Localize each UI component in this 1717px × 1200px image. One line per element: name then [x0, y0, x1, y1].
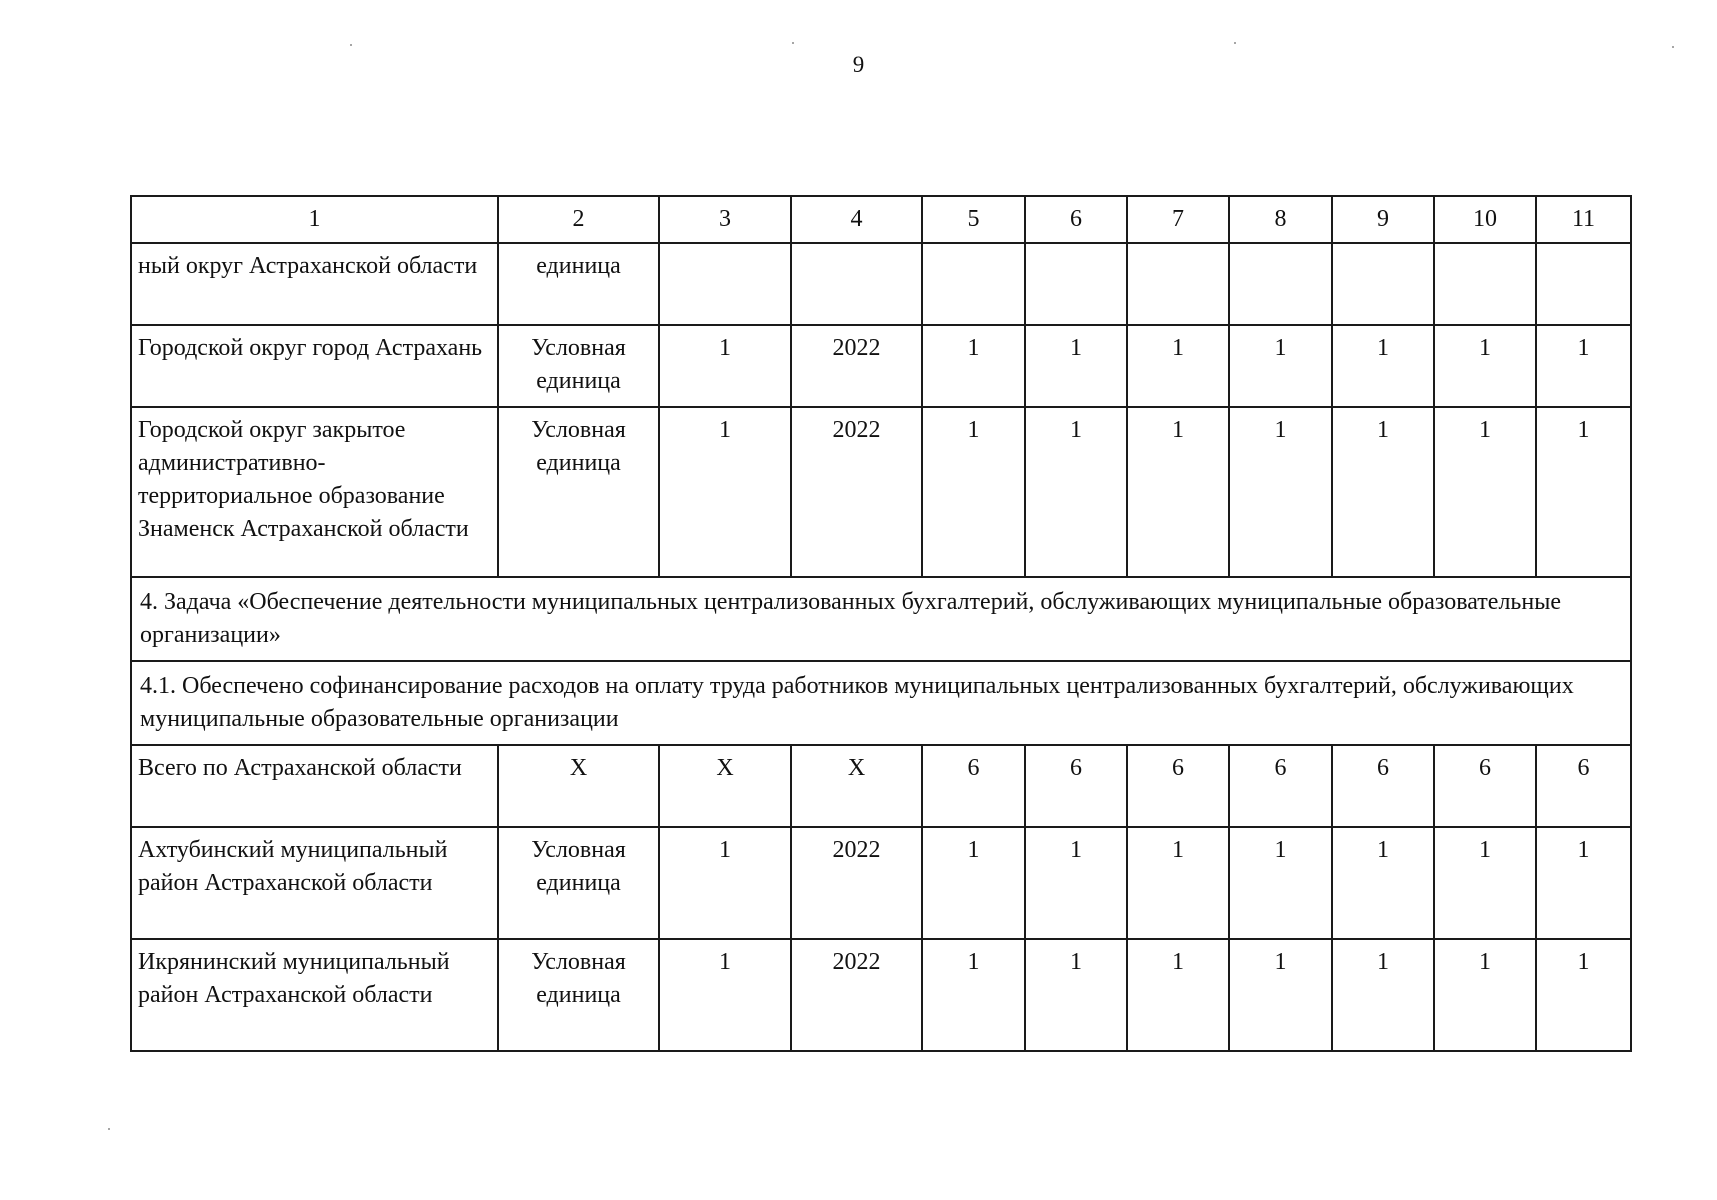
header-cell: 2	[498, 196, 659, 243]
value-cell: 2022	[791, 827, 922, 939]
value-cell: Х	[659, 745, 791, 827]
value-cell: 1	[922, 939, 1025, 1051]
value-cell: 2022	[791, 407, 922, 577]
table-row	[131, 745, 1631, 827]
value-cell: 1	[1332, 939, 1434, 1051]
value-cell: 1	[1332, 325, 1434, 407]
value-cell: Х	[791, 745, 922, 827]
value-cell: 2022	[791, 939, 922, 1051]
unit-cell: Условная единица	[498, 827, 659, 939]
table-body	[131, 196, 1631, 1051]
task-header-cell: 4. Задача «Обеспечение деятельности муниципальных централизованных бухгалтерий, обслуживающих муниципальные образовательные организации»	[131, 577, 1631, 661]
table-row	[131, 939, 1631, 1051]
territory-name-cell: Всего по Астраханской области	[131, 745, 498, 827]
value-cell: 1	[1536, 939, 1631, 1051]
value-cell: 1	[922, 407, 1025, 577]
value-cell	[1229, 243, 1332, 325]
territory-name-cell: Городской округ закрытое административно-территориальное образование Знаменск Астраханской области	[131, 407, 498, 577]
unit-cell: Условная единица	[498, 325, 659, 407]
page-number: 9	[852, 52, 865, 77]
value-cell: 1	[1332, 407, 1434, 577]
value-cell	[1025, 243, 1127, 325]
unit-cell: Условная единица	[498, 939, 659, 1051]
value-cell: 1	[922, 325, 1025, 407]
value-cell	[659, 243, 791, 325]
value-cell: 1	[1229, 407, 1332, 577]
unit-cell: Х	[498, 745, 659, 827]
value-cell: 1	[1536, 407, 1631, 577]
value-cell: 6	[1536, 745, 1631, 827]
value-cell: 1	[659, 827, 791, 939]
header-cell: 9	[1332, 196, 1434, 243]
value-cell: 6	[1332, 745, 1434, 827]
table-row	[131, 827, 1631, 939]
header-cell: 4	[791, 196, 922, 243]
task-header-row	[131, 661, 1631, 745]
header-cell: 7	[1127, 196, 1229, 243]
value-cell: 1	[1229, 939, 1332, 1051]
value-cell: 1	[1434, 325, 1536, 407]
header-cell: 3	[659, 196, 791, 243]
indicator-table	[130, 195, 1632, 1052]
scan-speck	[1234, 42, 1236, 44]
value-cell	[1332, 243, 1434, 325]
value-cell: 1	[922, 827, 1025, 939]
value-cell: 1	[1025, 827, 1127, 939]
value-cell: 2022	[791, 325, 922, 407]
table-row	[131, 243, 1631, 325]
value-cell: 1	[659, 407, 791, 577]
table-row	[131, 407, 1631, 577]
value-cell: 1	[659, 939, 791, 1051]
header-cell: 10	[1434, 196, 1536, 243]
unit-cell: Условная единица	[498, 407, 659, 577]
value-cell: 1	[1127, 325, 1229, 407]
value-cell: 1	[1536, 827, 1631, 939]
value-cell: 1	[1536, 325, 1631, 407]
header-cell: 1	[131, 196, 498, 243]
unit-cell: единица	[498, 243, 659, 325]
value-cell: 1	[1434, 827, 1536, 939]
table-row	[131, 325, 1631, 407]
value-cell: 1	[1434, 939, 1536, 1051]
value-cell	[1127, 243, 1229, 325]
task-header-cell: 4.1. Обеспечено софинансирование расходов на оплату труда работников муниципальных централизованных бухгалтерий, обслуживающих муниципальные образовательные организации	[131, 661, 1631, 745]
header-cell: 5	[922, 196, 1025, 243]
value-cell: 1	[659, 325, 791, 407]
value-cell	[1536, 243, 1631, 325]
value-cell: 6	[1229, 745, 1332, 827]
value-cell: 1	[1434, 407, 1536, 577]
value-cell: 6	[922, 745, 1025, 827]
scan-speck	[792, 42, 794, 44]
scan-speck	[1672, 46, 1674, 48]
value-cell: 1	[1332, 827, 1434, 939]
value-cell: 6	[1025, 745, 1127, 827]
value-cell: 1	[1127, 827, 1229, 939]
value-cell	[922, 243, 1025, 325]
header-cell: 6	[1025, 196, 1127, 243]
scan-speck	[108, 1128, 110, 1130]
territory-name-cell: Икрянинский муниципальный район Астраханской области	[131, 939, 498, 1051]
header-cell: 8	[1229, 196, 1332, 243]
scan-speck	[350, 44, 352, 46]
territory-name-cell: Городской округ город Астрахань	[131, 325, 498, 407]
value-cell: 6	[1127, 745, 1229, 827]
task-header-row	[131, 577, 1631, 661]
territory-name-cell: ный округ Астраханской области	[131, 243, 498, 325]
value-cell	[1434, 243, 1536, 325]
header-cell: 11	[1536, 196, 1631, 243]
table-header-row	[131, 196, 1631, 243]
value-cell: 1	[1127, 407, 1229, 577]
territory-name-cell: Ахтубинский муниципальный район Астраханской области	[131, 827, 498, 939]
value-cell: 1	[1229, 827, 1332, 939]
value-cell: 1	[1025, 325, 1127, 407]
value-cell	[791, 243, 922, 325]
value-cell: 1	[1127, 939, 1229, 1051]
value-cell: 1	[1025, 407, 1127, 577]
value-cell: 1	[1229, 325, 1332, 407]
value-cell: 1	[1025, 939, 1127, 1051]
value-cell: 6	[1434, 745, 1536, 827]
